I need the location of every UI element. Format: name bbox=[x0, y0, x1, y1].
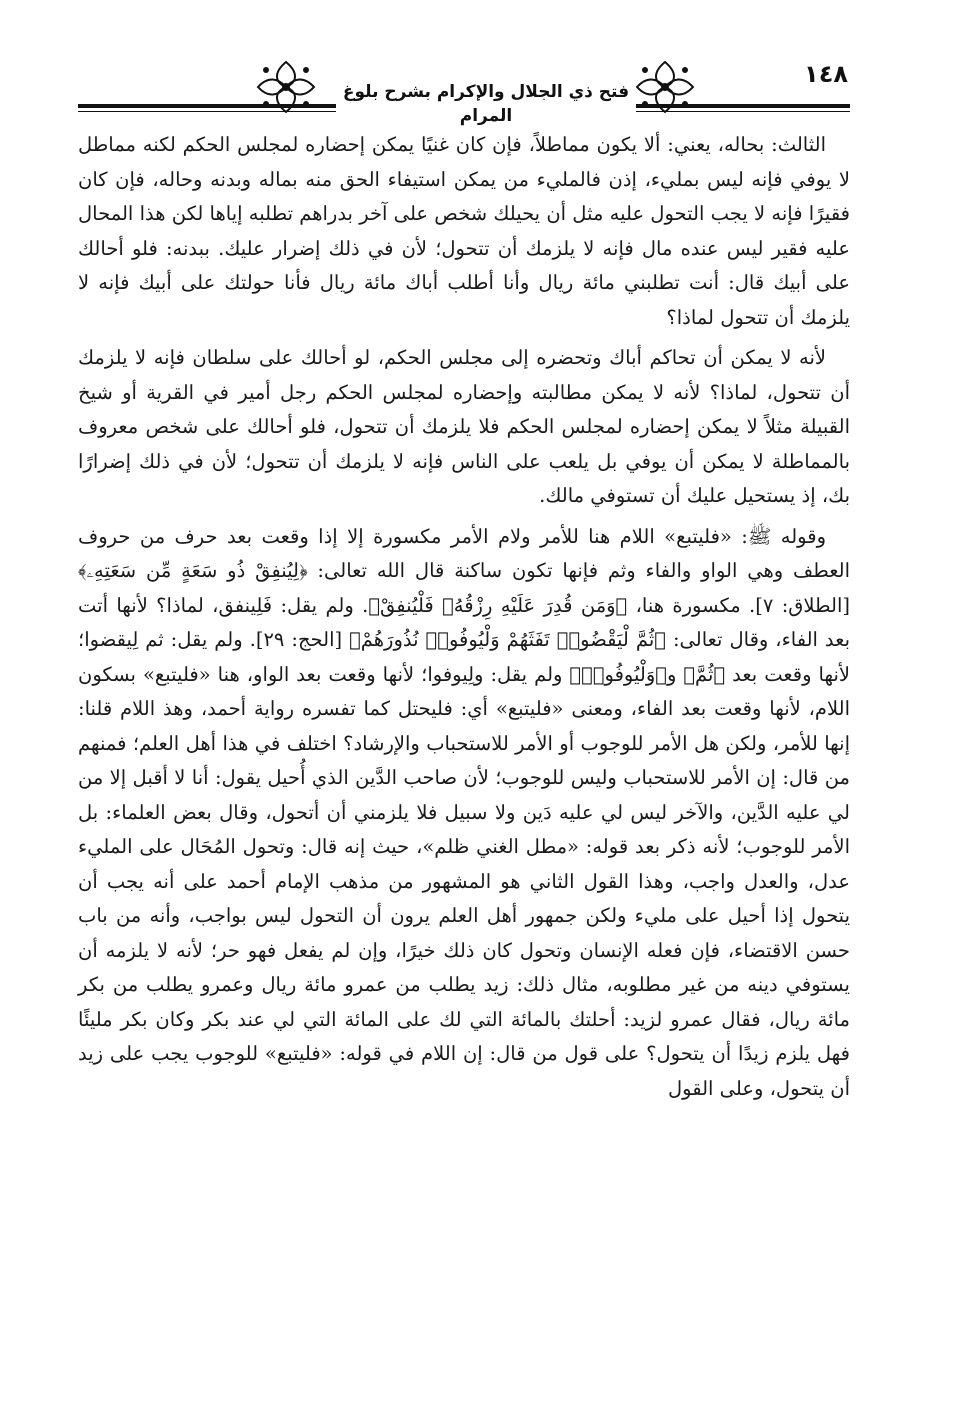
running-title: فتح ذي الجلال والإكرام بشرح بلوغ المرام bbox=[336, 80, 636, 128]
page-number: ١٤٨ bbox=[804, 60, 848, 88]
left-ornament-icon bbox=[254, 58, 318, 116]
paragraph: لأنه لا يمكن أن تحاكم أباك وتحضره إلى مجلس الحكم، لو أحالك على سلطان فإنه لا يلزمك أن تتحول، لماذا؟ لأنه لا يمكن مطالبته وإحضاره لمجلس الحكم رجل أمير في القرية أو شيخ القبيلة مثلاً لا يمكن إحضاره لمجلس الحكم فلا يلزمك أن تتحول، فلو أحالك على شخص معروف بالمماطلة لا يمكن أن يوفي بل يلعب على الناس فإنه لا يلزمك أن تتحول؛ لأن في ذلك إضرارًا بك، إذ يستحيل عليك أن تستوفي مالك. bbox=[78, 346, 850, 507]
body-text bbox=[78, 128, 850, 1112]
page-header bbox=[78, 58, 850, 126]
paragraph: وقوله ﷺ: «فليتبع» اللام هنا للأمر ولام الأمر مكسورة إلا إذا وقعت بعد حرف من حروف العطف وهي الواو والفاء وثم فإنها تكون ساكنة قال الله تعالى: ﴿لِيُنفِقْ ذُو سَعَةٍ مِّن سَعَتِهِۦ﴾ [الطلاق: ٧]. مكسورة هنا، ﴿وَمَن قُدِرَ عَلَيْهِ رِزْقُهُۥ فَلْيُنفِقْ﴾. ولم يقل: فَلِينفق، لماذا؟ لأنها أتت بعد الفاء، وقال تعالى: ﴿ثُمَّ لْيَقْضُوا۟ تَفَثَهُمْ وَلْيُوفُوا۟ نُذُورَهُمْ﴾ [الحج: ٢٩]. ولم يقل: ثم لِيقضوا؛ لأنها وقعت بعد ﴿ثُمَّ﴾ و﴿وَلْيُوفُوا۟﴾ ولم يقل: ولِيوفوا؛ لأنها وقعت بعد الواو، هنا «فليتبع» بسكون اللام، لأنها وقعت بعد الفاء، ومعنى «فليتبع» أي: فليحتل كما تفسره رواية أحمد، وهذ اللام قلنا: إنها للأمر، ولكن هل الأمر للوجوب أو الأمر للاستحباب والإرشاد؟ اختلف في هذا أهل العلم؛ فمنهم من قال: إن الأمر للاستحباب وليس للوجوب؛ لأن صاحب الدَّين الذي أُحيل يقول: أنا لا أقبل إلا من لي عليه الدَّين، والآخر ليس لي عليه دَين ولا سبيل فلا يلزمني أن أتحول، وقال بعض العلماء: بل الأمر للوجوب؛ لأنه ذكر بعد قوله: «مطل الغني ظلم»، حيث إنه قال: وتحول المُحَال على الملي‌ء عدل، والعدل واجب، وهذا القول الثاني هو المشهور من مذهب الإمام أحمد على أنه يجب أن يتحول إذا أحيل على ملي‌ء ولكن جمهور أهل العلم يرون أن التحول ليس بواجب، وأنه من باب حسن الاقتضاء، فإن فعله الإنسان وتحول كان ذلك خيرًا، وإن لم يفعل فهو حر؛ لأنه لا يلزمه أن يستوفي دينه من غير مطلوبه، مثال ذلك: زيد يطلب من عمرو مائة ريال وعمرو يطلب من بكر مائة ريال، فقال عمرو لزيد: أحلتك بالمائة التي لك على المائة التي لي عند بكر وكان بكر مليئًا فهل يلزم زيدًا أن يتحول؟ على قول من قال: إن اللام في قوله: «فليتبع» للوجوب يجب على زيد أن يتحول، وعلى القول bbox=[78, 524, 850, 1100]
right-ornament-icon bbox=[633, 58, 697, 116]
paragraph: الثالث: بحاله، يعني: ألا يكون مماطلاً، فإن كان غنيًا يمكن إحضاره لمجلس الحكم لكنه مماطل لا يوفي فإنه ليس بملي‌ء، إذن فالملي‌ء من يمكن استيفاء الحق منه بماله وبدنه وحاله، فإن كان فقيرًا فإنه لا يجب التحول عليه مثل أن يحيلك شخص على آخر بدراهم تطلبه إياها لكن هذا المحال عليه فقير ليس عنده مال فإنه لا يلزمك أن تتحول؛ لأن في ذلك إضرار عليك. ببدنه: فلو أحالك على أبيك قال: أنت تطلبني مائة ريال وأنا أطلب أباك مائة ريال فأنا حولتك على أبيك فإنه لا يلزمك أن تتحول لماذا؟ bbox=[78, 133, 850, 329]
